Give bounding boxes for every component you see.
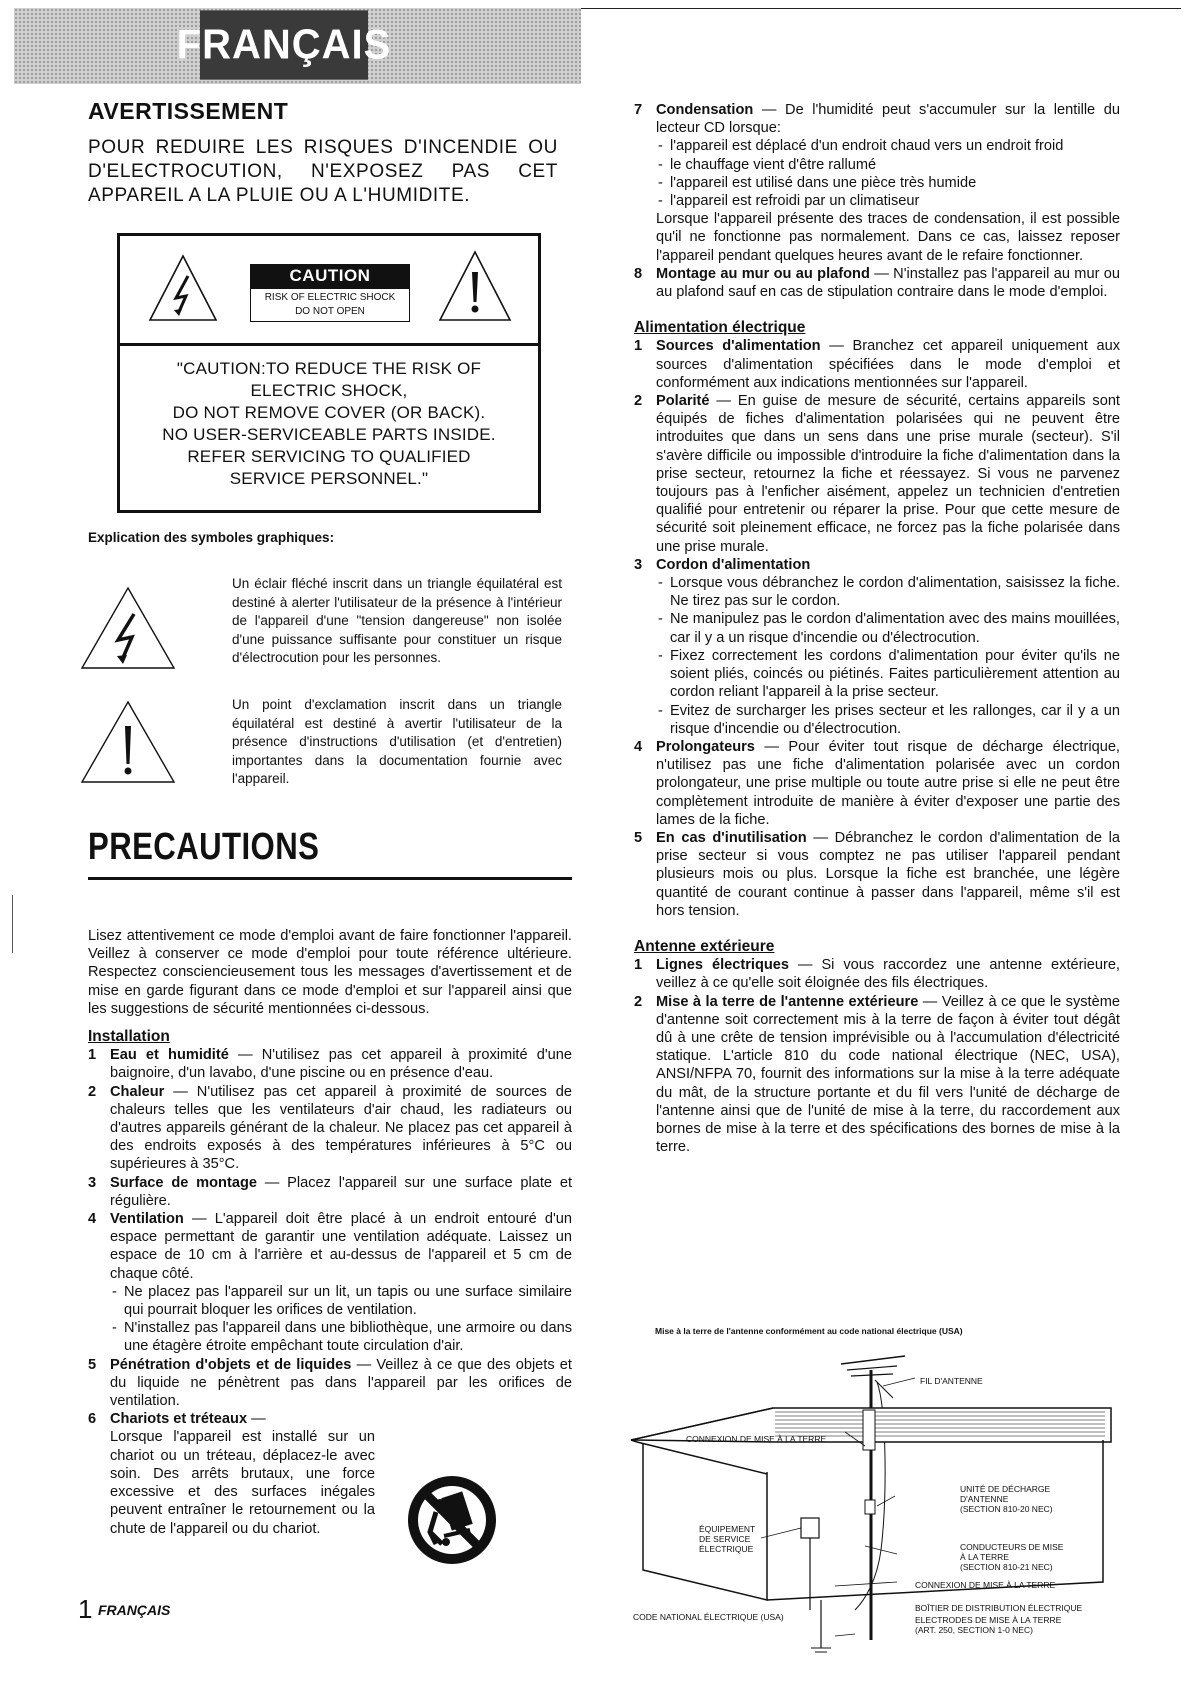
exclamation-explanation: Un point d'exclamation inscrit dans un triangle équilatéral est destiné à avertir l'utilisateur de la présence d'instructions d'utilisation (et d'entretien) importantes dans la documentation fournie avec l'appareil. [232,697,562,787]
installation-list-cont [634,101,1120,301]
antenne-title: Antenne extérieure [634,937,775,955]
label-unite: UNITÉ DE DÉCHARGE D'ANTENNE (SECTION 810-20 NEC) [960,1484,1053,1514]
language-heading: FRANÇAIS [200,10,368,79]
ventilation-bullets [110,1283,572,1356]
label-connexion-bottom: CONNEXION DE MISE À LA TERRE [915,1580,1056,1590]
list-item: 8 Montage au mur ou au plafond — N'installez pas l'appareil au mur ou au plafond sauf en cas de stipulation contraire dans le mode d'emploi. [634,265,1121,301]
bullet-item: - l'appareil est refroidi par un climatiseur [656,192,1120,210]
caution-line: DO NOT REMOVE COVER (OR BACK). [172,403,486,422]
alimentation-title: Alimentation électrique [634,319,806,337]
caution-line: SERVICE PERSONNEL." [229,469,429,488]
caution-sub-label [250,288,410,322]
installation-title: Installation [88,1028,170,1046]
list-item: 5 En cas d'inutilisation — Débranchez le cordon d'alimentation de la prise secteur si vous comptez ne pas utiliser l'appareil pendant plusieurs mois ou plus. Lorsque la fiche est branchée, une légère quantité de courant continue à passer dans l'appareil, même s'il est hors tension. [634,829,1121,919]
label-conducteurs: CONDUCTEURS DE MISE À LA TERRE (SECTION 810-21 NEC) [960,1542,1064,1572]
bullet-item: - N'installez pas l'appareil dans une bibliothèque, une armoire ou dans une étagère étroite empêchant toute circulation d'air. [110,1319,572,1355]
precautions-rule [88,877,572,880]
bullet-item: - le chauffage vient d'être rallumé [656,156,1120,174]
list-item: 4 Prolongateurs — Pour éviter tout risque de décharge électrique, n'utilisez pas une fiche d'alimentation polarisée avec un cordon prolongateur, une prise multiple ou toute autre prise si elle ne peut être complètement introduite de manière à éviter d'exposer une partie des lames de la fiche. [634,738,1120,828]
label-electrodes: ELECTRODES DE MISE À LA TERRE (ART. 250, SECTION 1-0 NEC) [915,1615,1062,1635]
label-connexion-top: CONNEXION DE MISE À LA TERRE [686,1434,827,1444]
list-item: 2 Mise à la terre de l'antenne extérieure — Veillez à ce que le système d'antenne soit correctement mis à la terre de façon à éviter tout dégât dû à une crête de tension imprévisible ou à l'accumulation d'électricité statique. L'article 810 du code national électrique (NEC, USA), ANSI/NFPA 70, fournit des informations sur la mise à la terre adéquate du mât, de la structure portante et du fil vers l'unité de décharge de l'antenne ainsi que de l'unité de mise à la terre, du raccordement aux bornes de mise à la terre et des spécifications des bornes de mise à la terre. [634,993,1120,1156]
caution-line: "CAUTION:TO REDUCE THE RISK OF [176,359,482,378]
cart-text: Lorsque l'appareil est installé sur un chariot ou un tréteau, déplacez-le avec soin. Des arrêts brutaux, une force excessive et des surfaces inégales peuvent entraîner le retournement ou la chute de l'appareil ou du chariot. [110,1429,375,1537]
list-item: 2 Polarité — En guise de mesure de sécurité, certains appareils sont équipés de fiches d'alimentation polarisées qui ne peuvent être introduites que dans un sens dans une prise murale (secteur). S'il s'avère difficile ou impossible d'introduire la fiche d'alimentation dans la prise secteur, retournez la fiche et réessayez. Si vous ne parvenez toujours pas à l'enficher aisément, appelez un technicien d'entretien qualifié pour entretenir ou réparer la prise. Pour que cette mesure de sécurité soit pleinement efficace, ne forcez pas la fiche polarisée dans une prise murale. [634,393,1120,555]
label-code: CODE NATIONAL ÉLECTRIQUE (USA) [633,1612,784,1622]
exclamation-triangle-icon [438,250,512,322]
bullet-item: - Fixez correctement les cordons d'alimentation pour éviter qu'ils ne soient pliés, coincés ou piétinés. Faites particulièrement attention au cordon reliant l'appareil à la prise secteur. [656,647,1120,702]
bullet-item: - l'appareil est utilisé dans une pièce très humide [656,174,1120,192]
list-item: 4 Ventilation — L'appareil doit être placé à un endroit entouré d'un espace permettant de garantir une ventilation adéquate. Laissez un espace de 10 cm à l'arrière et au-dessus de l'appareil et 5 cm de chaque côté. - Ne placez pas l'appareil sur un lit, un tapis ou une surface similaire qui pourrait bloquer les orifices de ventilation. - N'installez pas l'appareil dans une bibliothèque, une armoire ou dans une étagère étroite empêchant toute circulation d'air. [88,1210,572,1356]
bullet-item: - Ne manipulez pas le cordon d'alimentation avec des mains mouillées, car il y a un risque d'incendie ou d'électrocution. [656,610,1120,646]
avertissement-title: AVERTISSEMENT [88,98,289,124]
bullet-item: - Lorsque vous débranchez le cordon d'alimentation, saisissez la fiche. Ne tirez pas sur le cordon. [656,574,1120,610]
label-boitier: BOÎTIER DE DISTRIBUTION ÉLECTRIQUE [915,1603,1083,1613]
antenne-list [634,956,1120,1156]
right-column-text [634,101,1120,1156]
condensation-bullets [656,137,1120,210]
list-item: 3 Cordon d'alimentation - Lorsque vous débranchez le cordon d'alimentation, saisissez la fiche. Ne tirez pas sur le cordon. - Ne manipulez pas le cordon d'alimentation avec des mains mouillées, car il y a un risque d'incendie ou d'électrocution. - Fixez correctement les cordons d'alimentation pour éviter qu'ils ne soient pliés, coincés ou piétinés. Faites particulièrement attention au cordon reliant l'appareil à la prise secteur. - Evitez de surcharger les prises secteur et les rallonges, car il y a un risque d'incendie ou d'électrocution. [634,556,1120,738]
caution-label: CAUTION [250,264,410,288]
list-item: 1 Eau et humidité — N'utilisez pas cet appareil à proximité d'une baignoire, d'un lavabo, d'une piscine ou en présence d'eau. [88,1047,573,1082]
caution-sub-line1: RISK OF ELECTRIC SHOCK [264,292,396,303]
lightning-triangle-icon [80,586,176,670]
header-rule [581,8,1181,9]
lightning-explanation: Un éclair fléché inscrit dans un triangle équilatéral est destiné à alerter l'utilisateur de la présence à l'intérieur de l'appareil d'une "tension dangereuse" non isolée d'une puissance suffisante pour constituer un risque d'électrocution pour les personnes. [232,576,562,666]
bullet-item: - l'appareil est déplacé d'un endroit chaud vers un endroit froid [656,137,1120,155]
diagram-title: Mise à la terre de l'antenne conformément au code national électrique (USA) [655,1326,963,1336]
left-column-text [88,927,572,1538]
avertissement-text: POUR REDUIRE LES RISQUES D'INCENDIE OU D'ELECTROCUTION, N'EXPOSEZ PAS CET APPAREIL A LA PLUIE OU A L'HUMIDITE. [88,137,558,206]
alimentation-list [634,337,1120,920]
footer-label: FRANÇAIS [98,1602,171,1618]
caution-line: ELECTRIC SHOCK, [250,381,408,400]
precautions-title: PRECAUTIONS [88,826,320,868]
list-item: 3 Surface de montage — Placez l'appareil sur une surface plate et régulière. [88,1174,572,1209]
label-equipement: ÉQUIPEMENT DE SERVICE ÉLECTRIQUE [699,1524,756,1554]
list-item: 1 Lignes électriques — Si vous raccordez une antenne extérieure, veillez à ce qu'elle soit éloignée des fils électriques. [634,957,1120,992]
caution-box [117,233,541,513]
exclamation-triangle-icon [80,700,176,784]
page-number: 1 [78,1594,93,1624]
caution-line: NO USER-SERVICEABLE PARTS INSIDE. [162,425,496,444]
caution-sub-line2: DO NOT OPEN [295,306,365,317]
list-item: 6 Chariots et tréteaux — Lorsque l'appareil est installé sur un chariot ou un tréteau, déplacez-le avec soin. Des arrêts brutaux, une force excessive et des surfaces inégales peuvent entraîner le retournement ou la chute de l'appareil ou du chariot. [88,1411,375,1537]
list-item: 7 Condensation — De l'humidité peut s'accumuler sur la lentille du lecteur CD lorsque: - l'appareil est déplacé d'un endroit chaud vers un endroit froid - le chauffage vient d'être rallumé - l'appareil est utilisé dans une pièce très humide - l'appareil est refroidi par un climatiseur Lorsque l'appareil présente des traces de condensation, il est possible qu'il ne fonctionne pas normalement. Dans ce cas, laissez reposer l'appareil pendant quelques heures avant de le refaire fonctionner. [634,101,1120,265]
list-item: 5 Pénétration d'objets et de liquides — Veillez à ce que des objets et du liquide ne pénètrent pas dans l'appareil par les orifices de ventilation. [88,1356,572,1410]
cart-warning-icon [406,1474,498,1566]
installation-list [88,1046,572,1537]
condensation-after: Lorsque l'appareil présente des traces de condensation, il est possible qu'il ne fonctionne pas normalement. Dans ce cas, laissez reposer l'appareil pendant quelques heures avant de le refaire fonctionner. [656,211,1120,264]
caution-text [126,358,532,490]
symbols-title: Explication des symboles graphiques: [88,530,335,545]
caution-symbols-row [120,236,538,346]
precautions-intro: Lisez attentivement ce mode d'emploi avant de faire fonctionner l'appareil. Veillez à conserver ce mode d'emploi pour toute référence ultérieure. Respectez consciencieusement tous les messages d'avertissement et de mise en garde figurant dans ce mode d'emploi et sur l'appareil ainsi que les suggestions de sécurité mentionnées ci-dessous. [88,928,572,1017]
cordon-bullets [656,574,1120,738]
list-item: 1 Sources d'alimentation — Branchez cet appareil uniquement aux sources d'alimentation spécifiées dans le mode d'emploi et conformément aux indications mentionnées sur l'appareil. [634,338,1120,391]
list-item: 2 Chaleur — N'utilisez pas cet appareil à proximité de sources de chaleurs telles que les ventilateurs d'air chaud, les radiateurs ou d'autres appareils générant de la chaleur. Ne placez pas cet appareil à des endroits exposés à des températures inférieures à 5°C ou supérieures à 35°C. [88,1083,572,1173]
lightning-triangle-icon [148,254,218,322]
margin-bar [12,895,13,953]
bullet-item: - Evitez de surcharger les prises secteur et les rallonges, car il y a un risque d'incendie ou d'électrocution. [656,702,1120,738]
caution-line: REFER SERVICING TO QUALIFIED [187,447,471,466]
bullet-item: - Ne placez pas l'appareil sur un lit, un tapis ou une surface similaire qui pourrait bloquer les orifices de ventilation. [110,1283,572,1319]
label-fil-antenne: FIL D'ANTENNE [920,1376,983,1386]
